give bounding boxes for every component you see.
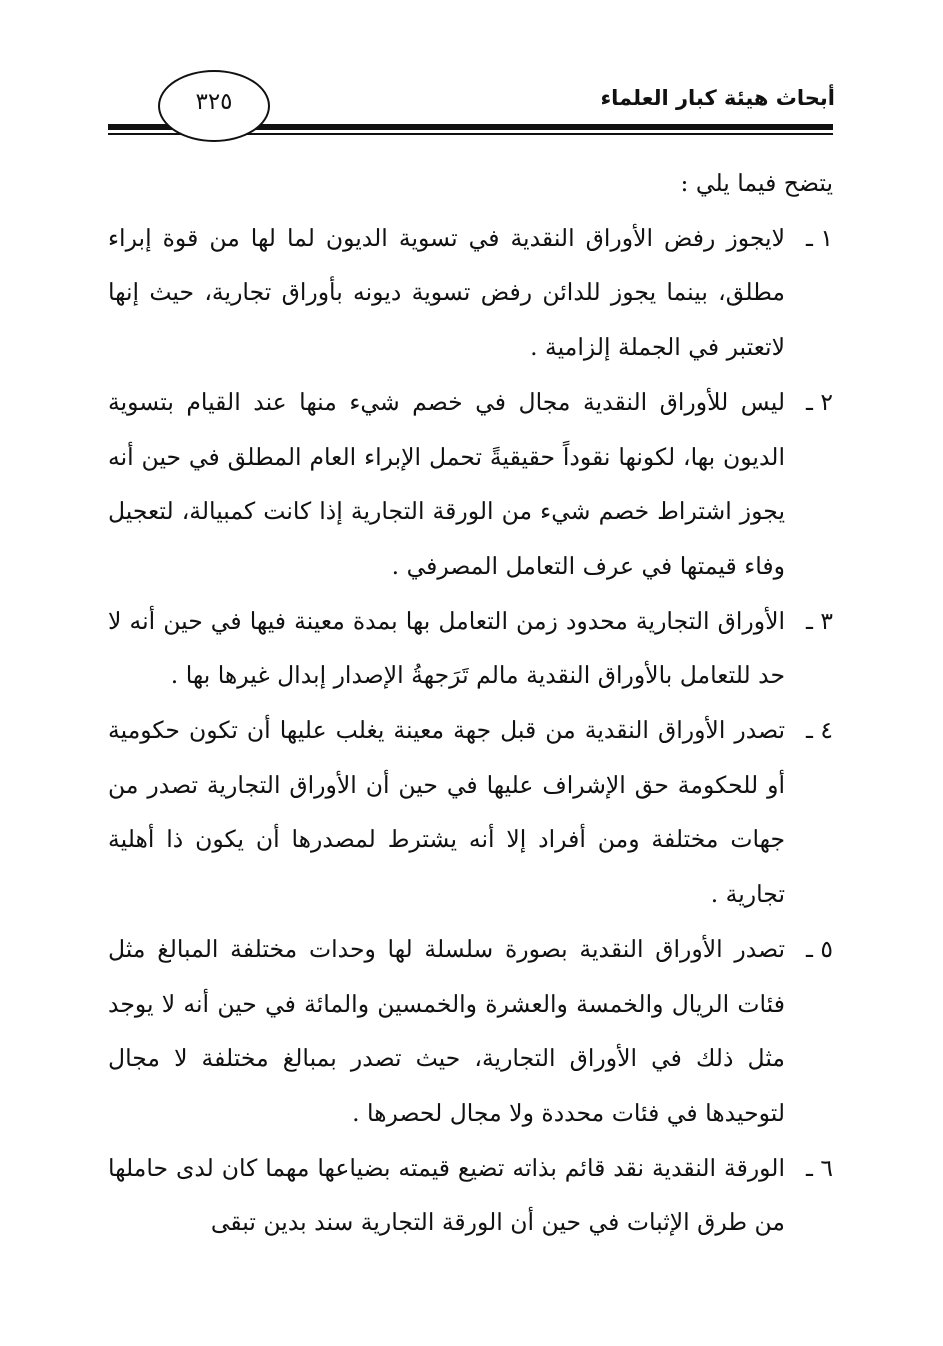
item-text: لايجوز رفض الأوراق النقدية في تسوية الديون لما لها من قوة إبراء مطلق، بينما يجوز للدائن رفض تسوية ديونه بأوراق تجارية، حيث إنها لاتعتبر في الجملة إلزامية .	[108, 223, 785, 362]
list-item	[108, 375, 833, 594]
list-item	[108, 703, 833, 922]
numbered-list	[108, 211, 833, 1250]
item-number: ١ ـ	[806, 223, 833, 252]
list-item	[108, 211, 833, 375]
item-number: ٥ ـ	[806, 934, 833, 963]
body-text	[108, 156, 833, 1250]
list-item	[108, 922, 833, 1141]
item-text: الأوراق التجارية محدود زمن التعامل بها بمدة معينة فيها في حين أنه لا حد للتعامل بالأوراق النقدية مالم تَرَجهةُ الإصدار إبدال غيرها بها .	[108, 606, 785, 690]
list-item	[108, 594, 833, 703]
page-number: ٣٢٥	[158, 70, 270, 142]
item-text: الورقة النقدية نقد قائم بذاته تضيع قيمته بضياعها مهما كان لدى حاملها من طرق الإثبات في حين أن الورقة التجارية سند بدين تبقى	[108, 1153, 785, 1237]
item-text: تصدر الأوراق النقدية بصورة سلسلة لها وحدات مختلفة المبالغ مثل فئات الريال والخمسة والعشرة والخمسين والمائة في حين أنه لا يوجد مثل ذلك في الأوراق التجارية، حيث تصدر بمبالغ مختلفة لا مجال لتوحيدها في فئات محددة ولا مجال لحصرها .	[108, 934, 785, 1127]
item-text: تصدر الأوراق النقدية من قبل جهة معينة يغلب عليها أن تكون حكومية أو للحكومة حق الإشراف عليها في حين أن الأوراق التجارية تصدر من جهات مختلفة ومن أفراد إلا أنه يشترط لمصدرها أن يكون ذا أهلية تجارية .	[108, 716, 785, 909]
item-text: ليس للأوراق النقدية مجال في خصم شيء منها عند القيام بتسوية الديون بها، لكونها نقوداً حقيقيةً تحمل الإبراء العام المطلق في حين أنه يجوز اشتراط خصم شيء من الورقة التجارية إذا كانت كمبيالة، لتعجيل وفاء قيمتها في عرف التعامل المصرفي .	[108, 387, 785, 580]
list-item	[108, 1141, 833, 1250]
running-header-title: أبحاث هيئة كبار العلماء	[600, 86, 835, 110]
item-number: ٣ ـ	[806, 606, 833, 635]
item-number: ٢ ـ	[806, 387, 833, 416]
item-number: ٦ ـ	[806, 1153, 833, 1182]
intro-line: يتضح فيما يلي :	[680, 169, 833, 197]
item-number: ٤ ـ	[806, 716, 833, 745]
